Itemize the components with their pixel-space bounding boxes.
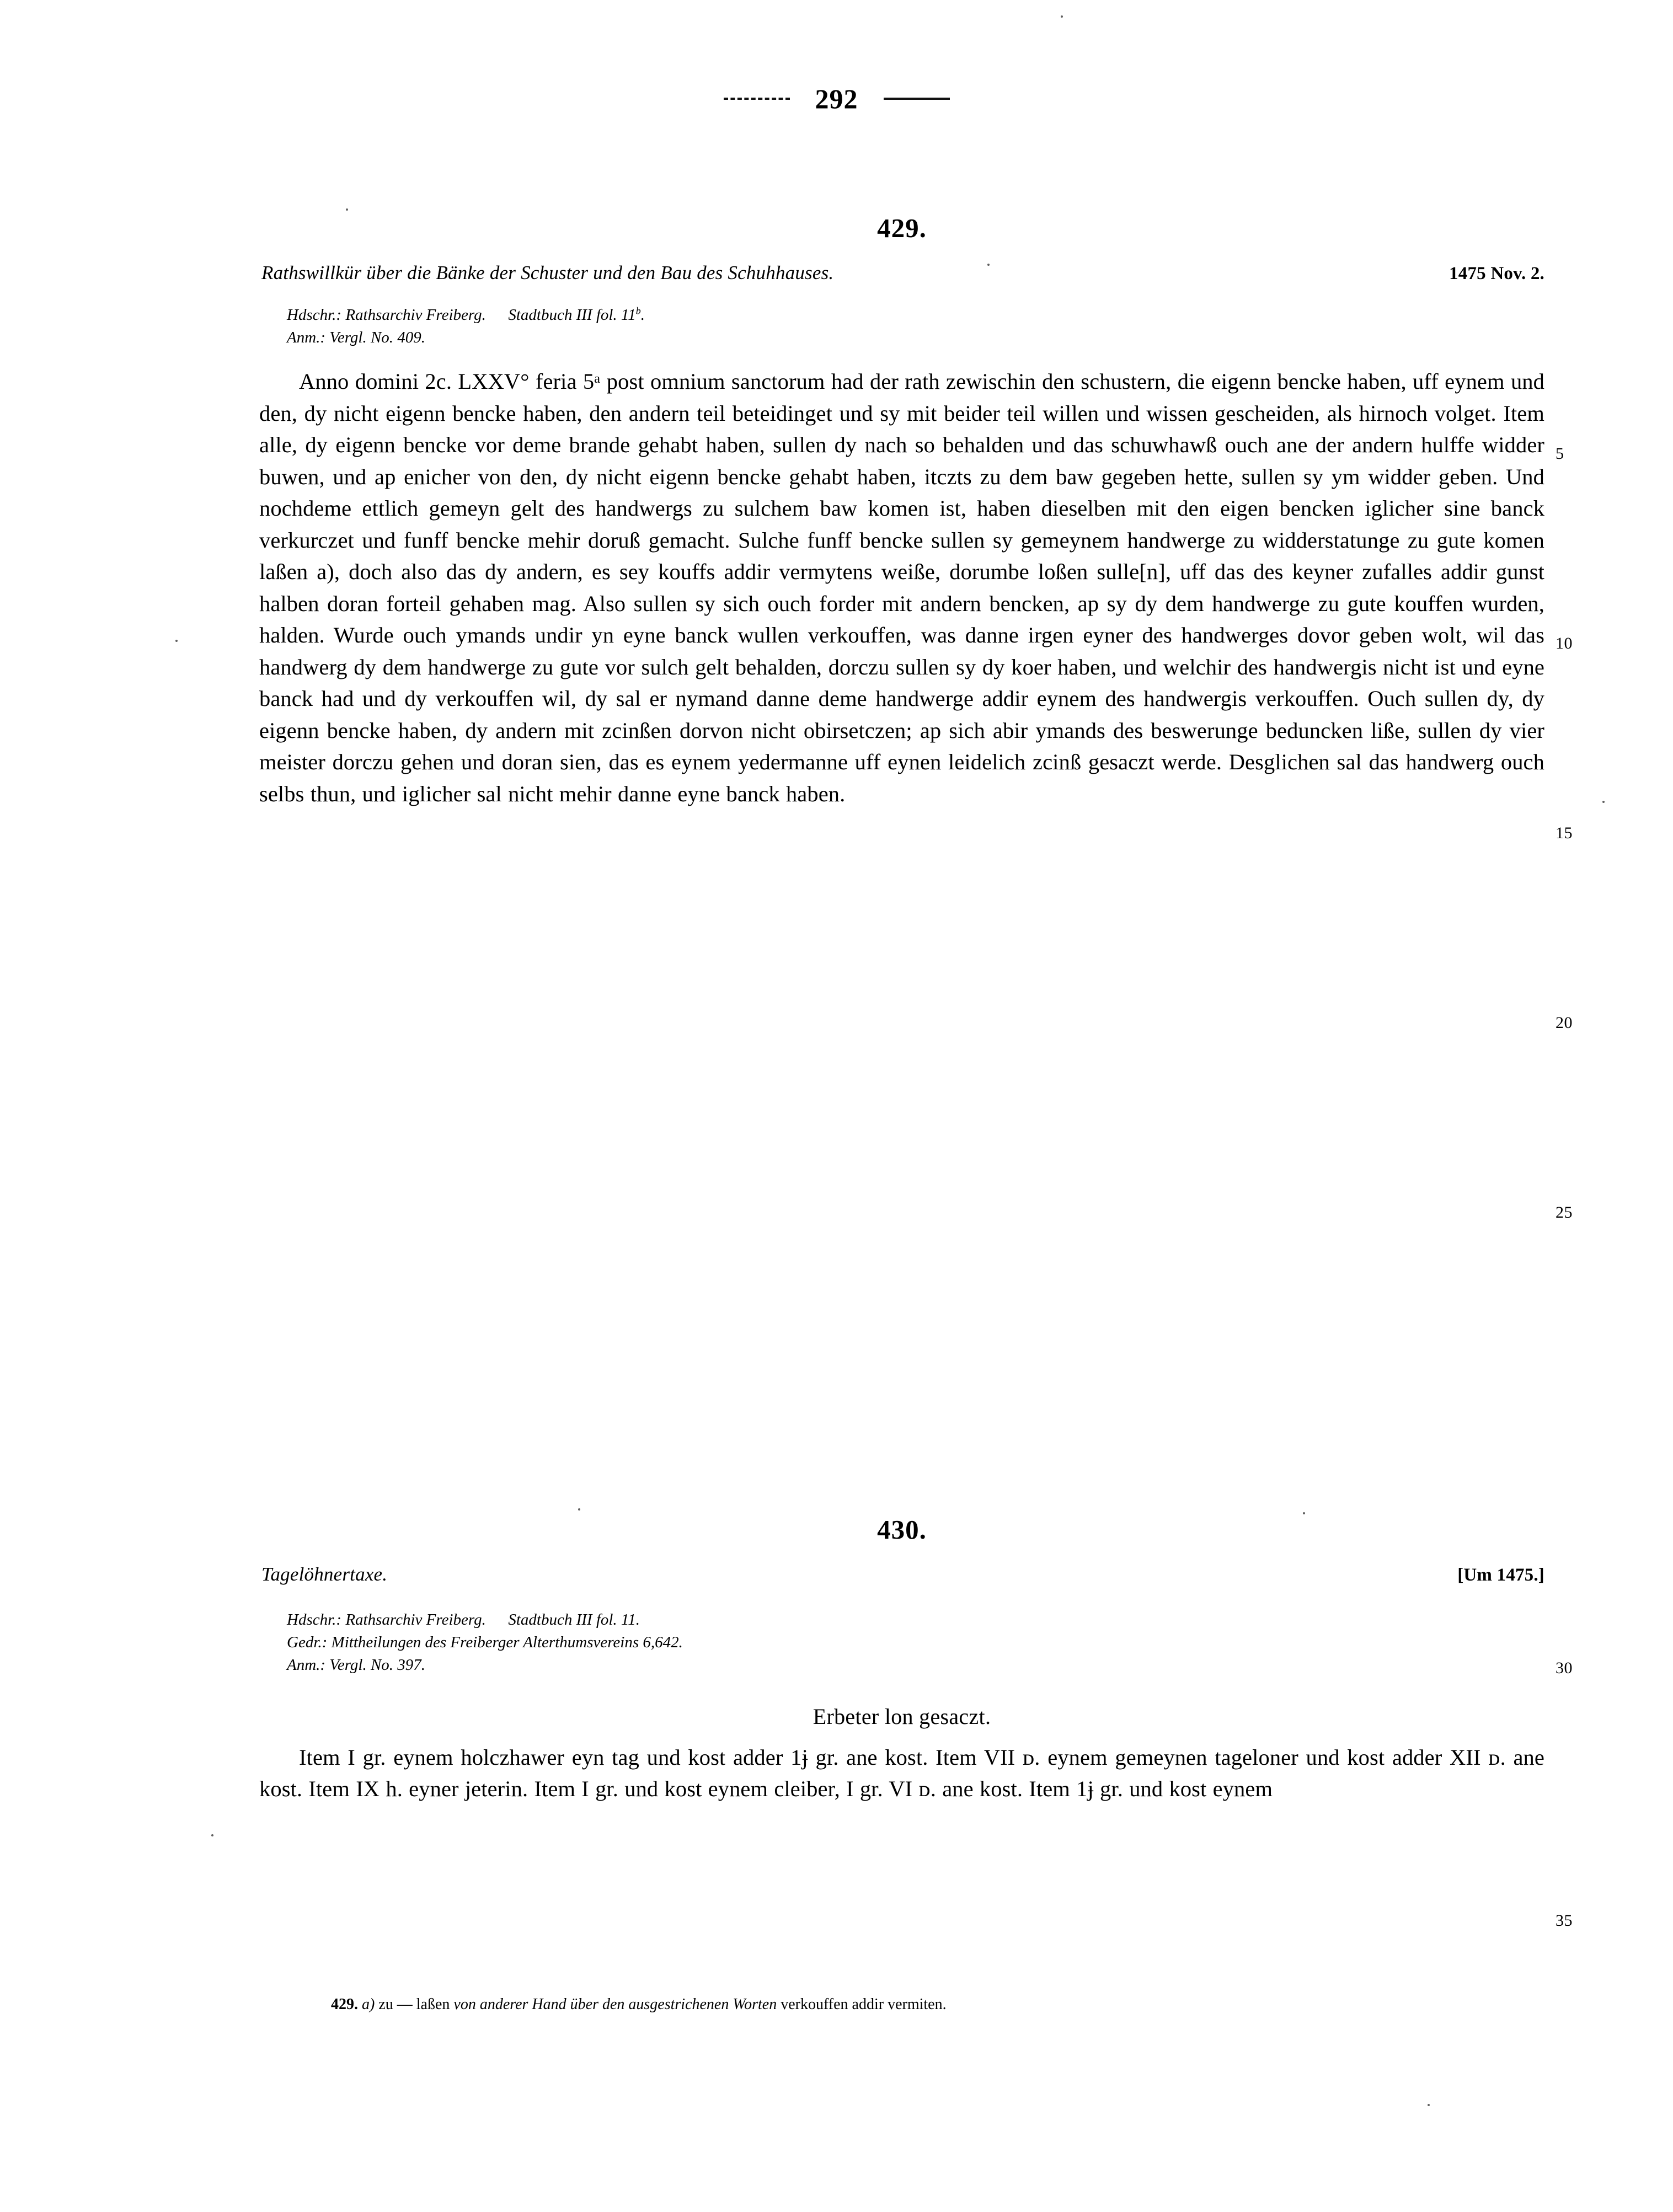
apparatus-replaced-words: verkouffen addir vermiten. [781,1996,947,2013]
scan-speck [1428,2104,1430,2106]
line-number: 20 [1556,1014,1573,1032]
apparatus-section-ref: 429. [331,1996,358,2013]
source-notes-430 [259,1609,1544,1677]
paragraph-text-430: Item I gr. eynem holczhawer eyn tag und kost adder 1ɉ gr. ane kost. Item VII ᴅ. eynem gemeynen tageloner und kost adder XII ᴅ. ane kost. Item IX h. eyner jeterin. Item I gr. und kost eynem cleiber, I gr. VI ᴅ. ane kost. Item 1ɉ gr. und kost eynem [259,1744,1544,1802]
section-title-430: Tagelöhnertaxe. [261,1563,388,1585]
scan-speck [175,640,178,642]
source-note-line [287,1631,1544,1654]
source-note-label: Hdschr.: [287,306,342,324]
folio-superscript: b [635,305,641,317]
source-note-label: Gedr.: [287,1633,328,1652]
section-number-429: 429. [877,213,927,243]
apparatus-lemma: zu — laßen [378,1996,450,2013]
line-number: 15 [1556,824,1573,842]
source-note-label: Hdschr.: [287,1611,342,1629]
scan-speck [1303,1512,1305,1514]
source-note-text-secondary: Stadtbuch III fol. 11 [508,306,636,324]
source-note-text: Rathsarchiv Freiberg. [345,1611,486,1629]
source-note-tail: . [640,306,645,324]
source-note-text: Vergl. No. 397. [329,1656,426,1674]
source-note-text-secondary: Stadtbuch III fol. 11. [508,1611,640,1629]
source-note-label: Anm.: [287,1656,326,1674]
source-note-line [287,304,1544,326]
line-number: 5 [1556,444,1564,463]
source-note-text: Vergl. No. 409. [329,329,426,347]
section-date-429: 1475 Nov. 2. [1449,264,1544,283]
section-number-430: 430. [877,1514,927,1545]
scan-speck [1602,801,1605,803]
section-headline-429 [259,262,1544,284]
source-note-label: Anm.: [287,329,326,347]
section-title-429: Rathswillkür über die Bänke der Schuster und den Bau des Schuhhauses. [261,262,834,283]
subheading-430: Erbeter lon gesaczt. [813,1704,991,1729]
apparatus-note-letter: a) [362,1996,375,2013]
section-body-429 [259,366,1544,810]
source-note-line [287,326,1544,349]
source-note-line [287,1654,1544,1677]
scan-speck [987,264,990,266]
apparatus-comment: von anderer Hand über den ausgestrichenen Worten [453,1996,777,2013]
line-number: 10 [1556,634,1573,652]
section-body-430 [259,1742,1544,1805]
source-note-text: Rathsarchiv Freiberg. [345,306,486,324]
page-folio-number: 292 [815,83,858,114]
source-note-line [287,1609,1544,1631]
scan-speck [1061,15,1063,18]
scan-speck [578,1508,580,1511]
paragraph-text-429: Anno domini 2c. LXXV° feria 5ᵃ post omnium sanctorum had der rath zewischin den schustern, die eigenn bencke haben, uff eynem und den, dy nicht eigenn bencke haben, den andern teil beteidinget und sy mit beider teil willen und wissen gescheiden, als hirnoch volget. Item alle, dy eigenn bencke vor deme brande gehabt haben, sullen dy nach so behalden und das schuwhawß ouch ane der andern hulffe widder buwen, und ap enicher von den, dy nicht eigenn bencke gehabt haben, itczts zu dem baw gegeben hette, sullen sy ym widder geben. Und nochdeme ettlich gemeyn gelt des handwergs zu sulchem baw komen ist, haben dieselben mit den eigen bencken iglicher sine banck verkurczet und funff bencke mehir doruß gemacht. Sulche funff bencke sullen sy gemeynem handwerge zu widderstatunge zu gute komen laßen a), doch also das dy andern, es sey kouffs addir vermytens weiße, dorumbe loßen sulle[n], uff das des keyner zufalles addir gunst halben doran forteil gehaben mag. Also sullen sy sich ouch forder mit andern bencken, ap sy dy dem handwerge zu gute kouffen wurden, halden. Wurde ouch ymands undir yn eyne banck wullen verkouffen, was danne irgen eyner des handwerges dovor geben wolt, wil das handwerg dy dem handwerge zu gute vor sulch gelt behalden, dorczu sullen sy dy koer haben, und welchir des handwergis nicht ist und eyne banck had und dy verkouffen wil, dy sal er nymand danne deme handwerge addir eynem des handwergis verkouffen. Ouch sullen dy, dy eigenn bencke haben, dy andern mit zcinßen dorvon nicht obirsetczen; ap sich abir ymands des beswerunge beduncken liße, sullen dy vier meister dorczu gehen und doran sien, das es eynem yedermanne uff eynen leidelich zcinß gesaczt werde. Desglichen sal das handwerg ouch selbs thun, und iglicher sal nicht mehir danne eyne banck haben. [259,369,1544,806]
section-headline-430 [259,1563,1544,1586]
source-note-text: Mittheilungen des Freiberger Alterthumsvereins 6,642. [331,1633,683,1652]
line-number: 35 [1556,1911,1573,1930]
section-date-430: [Um 1475.] [1457,1565,1544,1585]
line-number: 25 [1556,1203,1573,1222]
scan-speck [346,208,348,211]
scan-speck [211,1834,213,1836]
critical-apparatus [331,1994,1533,2015]
line-number: 30 [1556,1659,1573,1677]
source-notes-429 [259,304,1544,349]
